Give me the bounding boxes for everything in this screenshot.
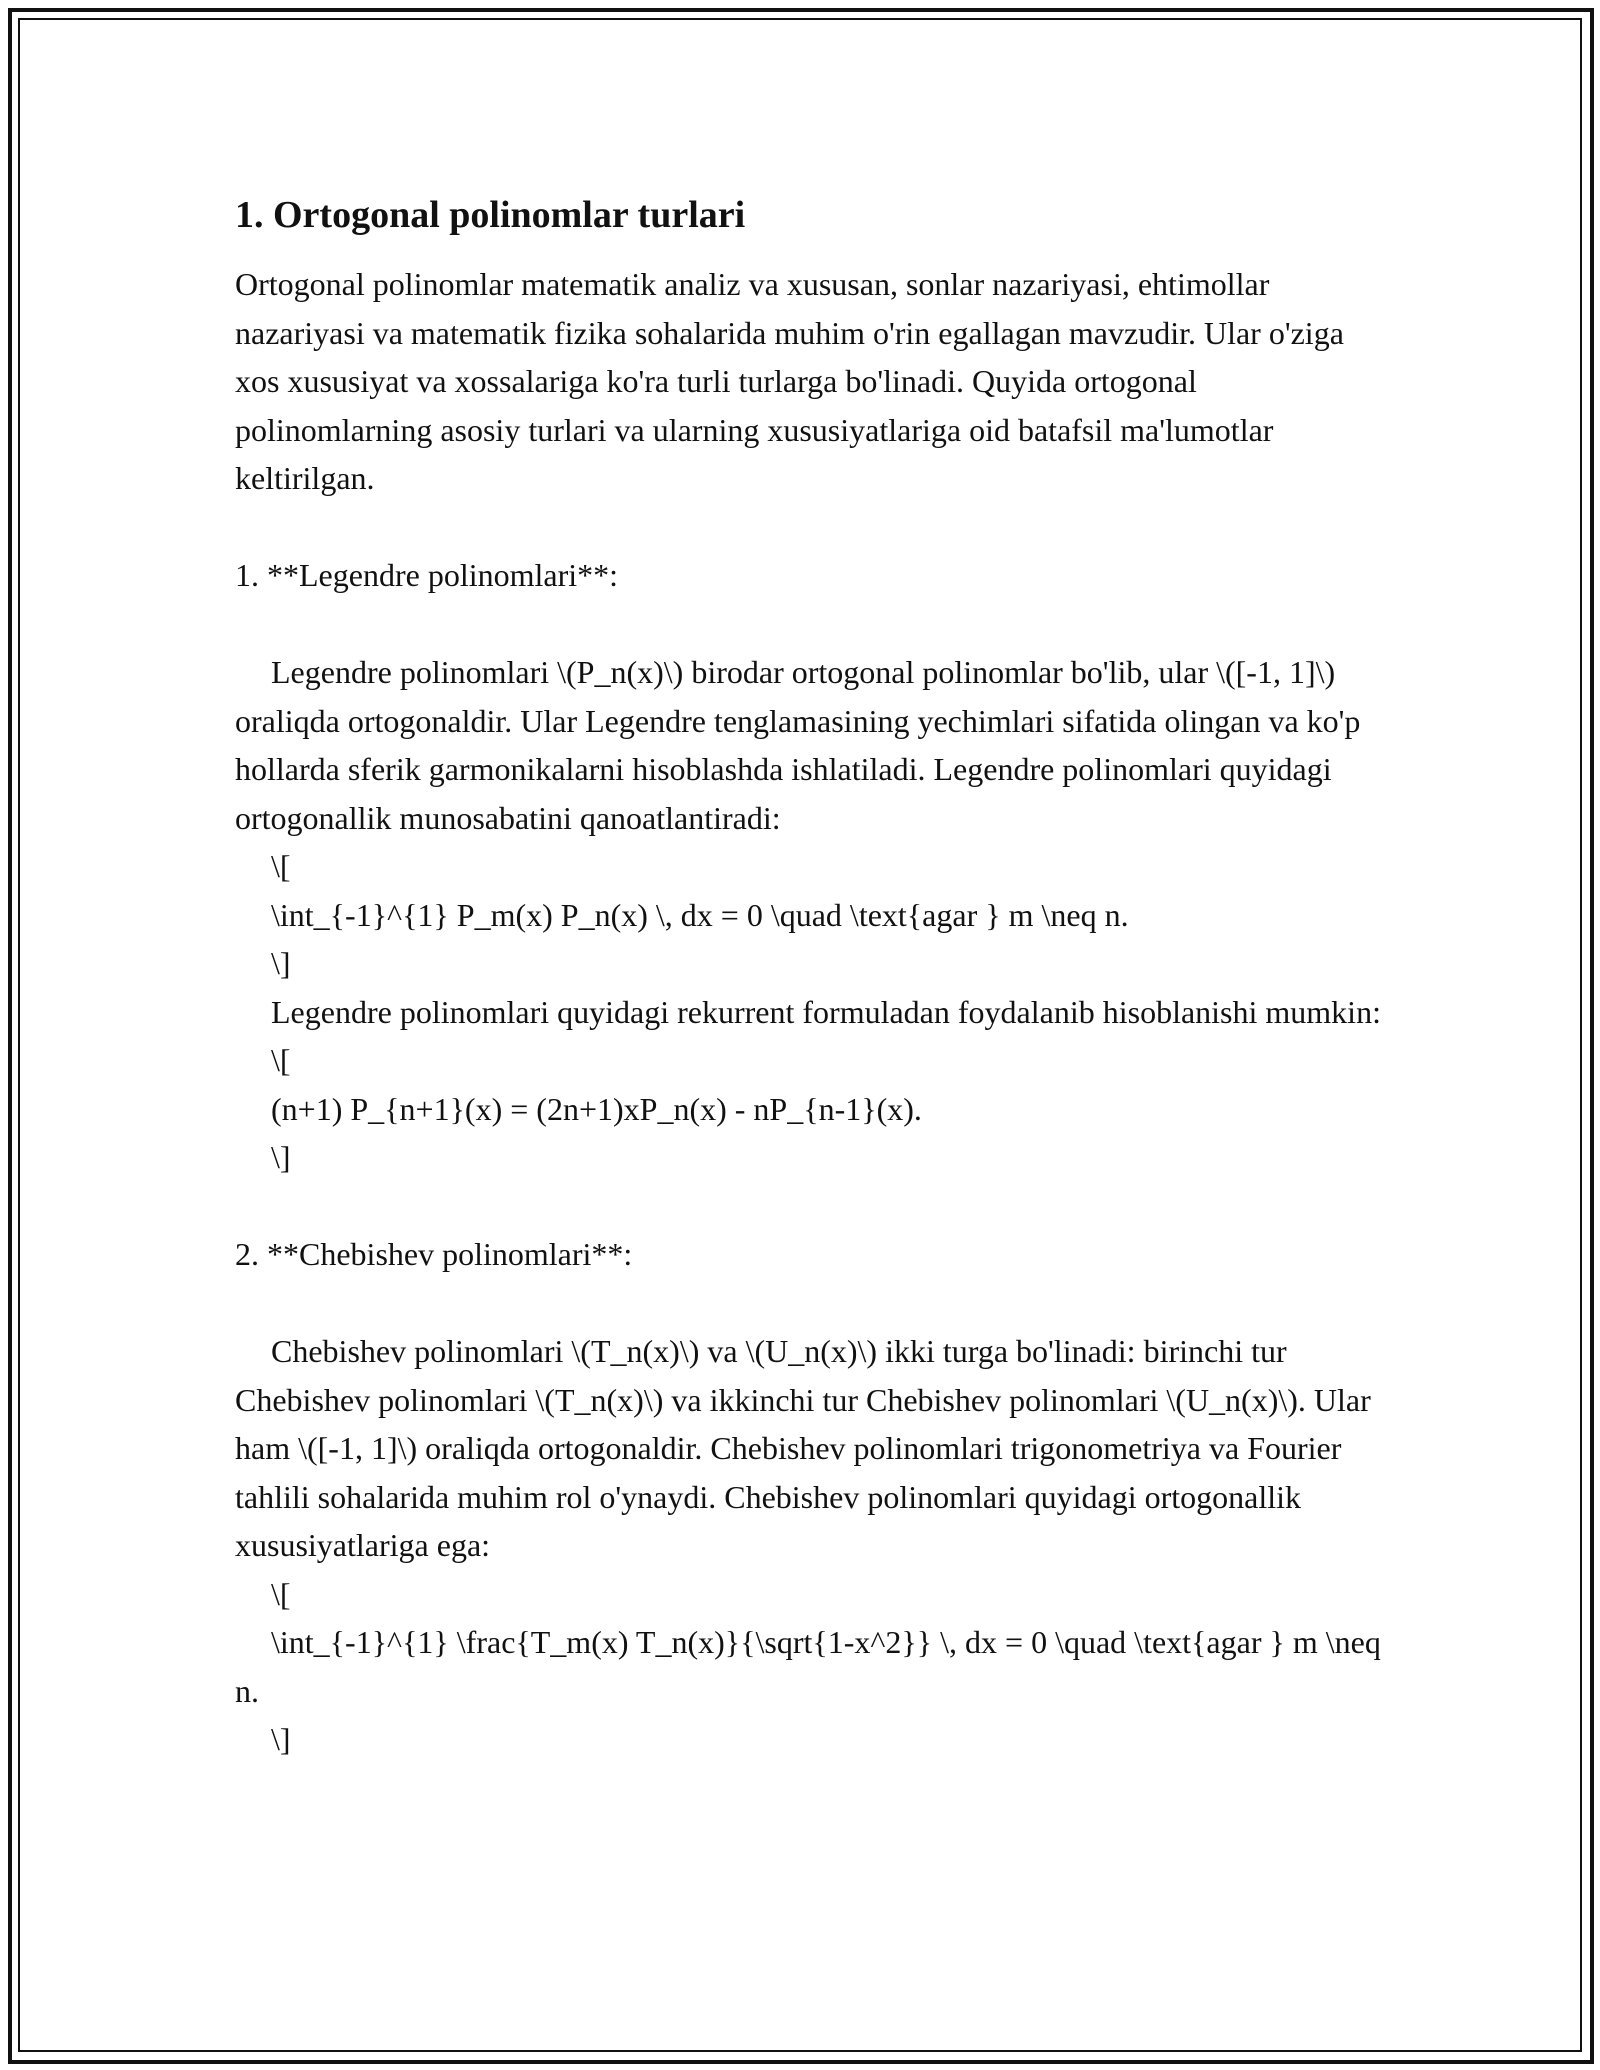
spacer [235,1279,1385,1328]
chebishev-eq1-body: \int_{-1}^{1} \frac{T_m(x) T_n(x)}{\sqrt{1-x^2}} \, dx = 0 \quad \text{agar } m \neq n. [235,1624,1389,1709]
legendre-eq1-close: \] [271,945,291,981]
legendre-eq2-open: \[ [271,1042,291,1078]
spacer [235,600,1385,649]
document-title: 1. Ortogonal polinomlar turlari [235,194,746,236]
legendre-paragraph-1: Legendre polinomlari \(P_n(x)\) birodar ortogonal polinomlar bo'lib, ular \([-1, 1]\) oraliqda ortogonaldir. Ular Legendre tenglamasining yechimlari sifatida olingan va ko'p hollarda sferik garmonikalarni hisoblashda ishlatiladi. Legendre polinomlari quyidagi ortogonallik munosabatini qanoatlantiradi: [235,654,1369,836]
spacer [235,1182,1385,1231]
legendre-eq1-open: \[ [271,848,291,884]
chebishev-eq1-open: \[ [271,1575,291,1612]
section-heading-chebishev: 2. **Chebishev polinomlari**: [235,1236,633,1272]
legendre-eq1-body: \int_{-1}^{1} P_m(x) P_n(x) \, dx = 0 \quad \text{agar } m \neq n. [271,896,1129,933]
legendre-eq2-close: \] [271,1139,291,1175]
chebishev-eq1-close: \] [271,1721,291,1757]
spacer [235,503,1385,552]
document-body [235,188,1389,1764]
chebishev-paragraph-1: Chebishev polinomlari \(T_n(x)\) va \(U_n(x)\) ikki turga bo'linadi: birinchi tur Chebishev polinomlari \(T_n(x)\) va ikkinchi tur Chebishev polinomlari \(U_n(x)\). Ular ham \([-1, 1]\) oraliqda ortogonaldir. Chebishev polinomlari trigonometriya va Fourier tahlili sohalarida muhim rol o'ynaydi. Chebishev polinomlari quyidagi ortogonallik xususiyatlariga ega: [235,1333,1379,1563]
intro-paragraph: Ortogonal polinomlar matematik analiz va xususan, sonlar nazariyasi, ehtimollar nazariyasi va matematik fizika sohalarida muhim o'rin egallagan mavzudir. Ular o'ziga xos xususiyat va xossalariga ko'ra turli turlarga bo'linadi. Quyida ortogonal polinomlarning asosiy turlari va ularning xususiyatlariga oid batafsil ma'lumotlar keltirilgan. [235,266,1352,496]
legendre-eq2-body: (n+1) P_{n+1}(x) = (2n+1)xP_n(x) - nP_{n-1}(x). [271,1090,922,1127]
section-heading-legendre: 1. **Legendre polinomlari**: [235,557,619,593]
legendre-paragraph-2: Legendre polinomlari quyidagi rekurrent formuladan foydalanib hisoblanishi mumkin: [271,993,1381,1030]
